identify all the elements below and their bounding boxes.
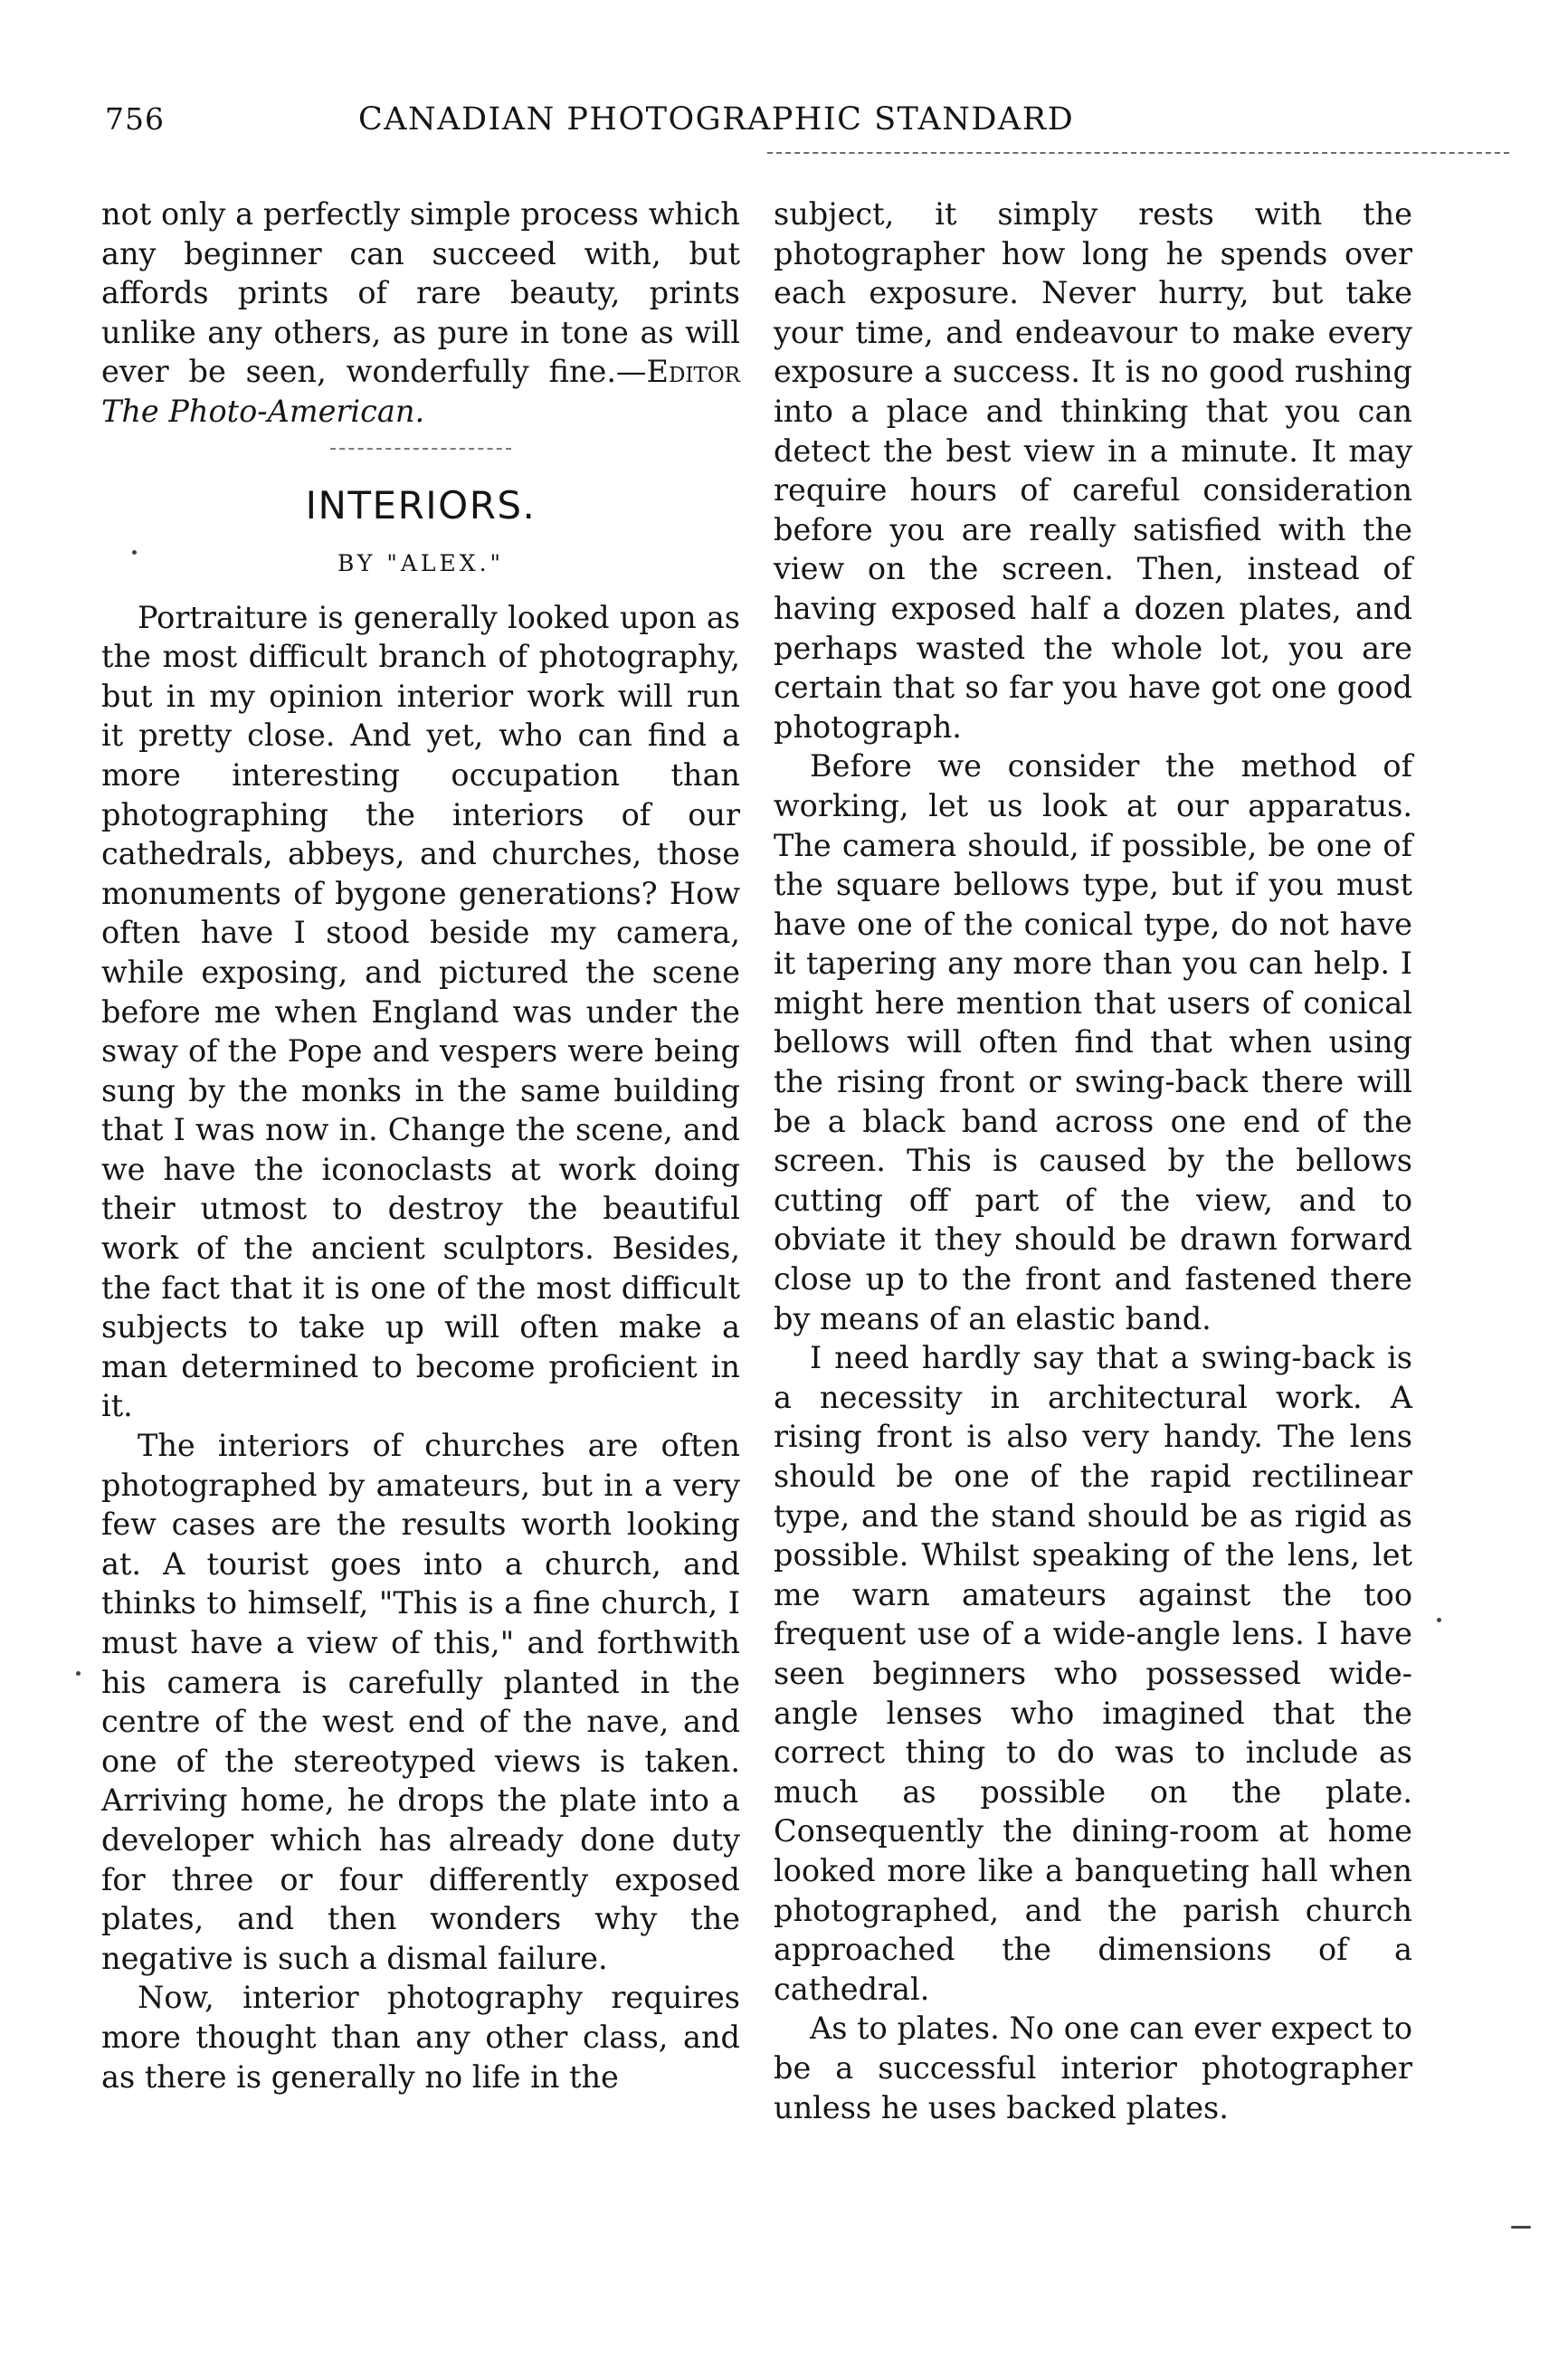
left-column (101, 195, 740, 2096)
right-column (774, 195, 1412, 2127)
article-byline: BY "ALEX." (337, 549, 505, 576)
source-publication: The Photo-American. (101, 393, 425, 429)
print-speck (1437, 1618, 1441, 1622)
editor-signature: Editor (646, 354, 740, 390)
body-paragraph: Portraiture is generally looked upon as the most difficult branch of photography, but in my opinion interior work will run it pretty close. And yet, who can find a more interesting occupation than photographing the interiors of our cathedrals, abbeys, and churches, those monuments of bygone generations? How often have I stood beside my camera, while exposing, and pictured the scene before me when England was under the sway of the Pope and vespers were being sung by the monks in the same building that I was now in. Change the scene, and we have the iconoclasts at work doing their utmost to destroy the beautiful work of the ancient sculptors. Besides, the fact that it is one of the most difficult subjects to take up will often make a man determined to become proficient in it. (101, 599, 740, 1424)
previous-article-text: not only a perfectly simple process which any beginner can succeed with, but affords prints of rare beauty, prints unlike any others, as pure in tone as will ever be seen, wonderfully fine.— (101, 196, 740, 390)
article-title: INTERIORS. (305, 482, 537, 528)
previous-article-ending (101, 195, 740, 432)
body-paragraph: Now, interior photography requires more thought than any other class, and as there is generally no life in the (101, 1980, 740, 2095)
article-divider (330, 448, 511, 450)
running-title: CANADIAN PHOTOGRAPHIC STANDARD (358, 101, 1075, 138)
body-paragraph: Before we consider the method of working, let us look at our apparatus. The camera should, if possible, be one of the square bellows type, but if you must have one of the conical type, do not have it tapering any more than you can help. I might here mention that users of conical bellows will often find that when using the rising front or swing-back there will be a black band across one end of the screen. This is caused by the bellows cutting off part of the view, and to obviate it they should be drawn forward close up to the front and fastened there by means of an elastic band. (774, 748, 1412, 1336)
page-number: 756 (105, 101, 165, 137)
body-paragraph: As to plates. No one can ever expect to be a successful interior photographer unless he uses backed plates. (774, 2011, 1412, 2125)
body-paragraph: I need hardly say that a swing-back is a necessity in architectural work. A rising front is also very handy. The lens should be one of the rapid rectilinear type, and the stand should be as rigid as possible. Whilst speaking of the lens, let me warn amateurs against the too frequent use of a wide-angle lens. I have seen beginners who possessed wide-angle lenses who imagined that the correct thing to do was to include as much as possible on the plate. Consequently the dining-room at home looked more like a banqueting hall when photographed, and the parish church approached the dimensions of a cathedral. (774, 1340, 1412, 2007)
print-speck (132, 550, 137, 555)
header-rule (767, 152, 1509, 154)
body-paragraph: subject, it simply rests with the photographer how long he spends over each exposure. Never hurry, but take your time, and endeavour to make every exposure a success. It is no good rushing into a place and thinking that you can detect the best view in a minute. It may require hours of careful consideration before you are really satisfied with the view on the screen. Then, instead of having exposed half a dozen plates, and perhaps wasted the whole lot, you are certain that so far you have got one good photograph. (774, 196, 1412, 745)
print-speck (1511, 2226, 1531, 2229)
print-speck (76, 1671, 81, 1676)
body-paragraph: The interiors of churches are often photographed by amateurs, but in a very few cases are the results worth looking at. A tourist goes into a church, and thinks to himself, "This is a fine church, I must have a view of this," and forthwith his camera is carefully planted in the centre of the west end of the nave, and one of the stereotyped views is taken. Arriving home, he drops the plate into a developer which has already done duty for three or four differently exposed plates, and then wonders why the negative is such a dismal failure. (101, 1428, 740, 1976)
page-header (98, 101, 1419, 156)
